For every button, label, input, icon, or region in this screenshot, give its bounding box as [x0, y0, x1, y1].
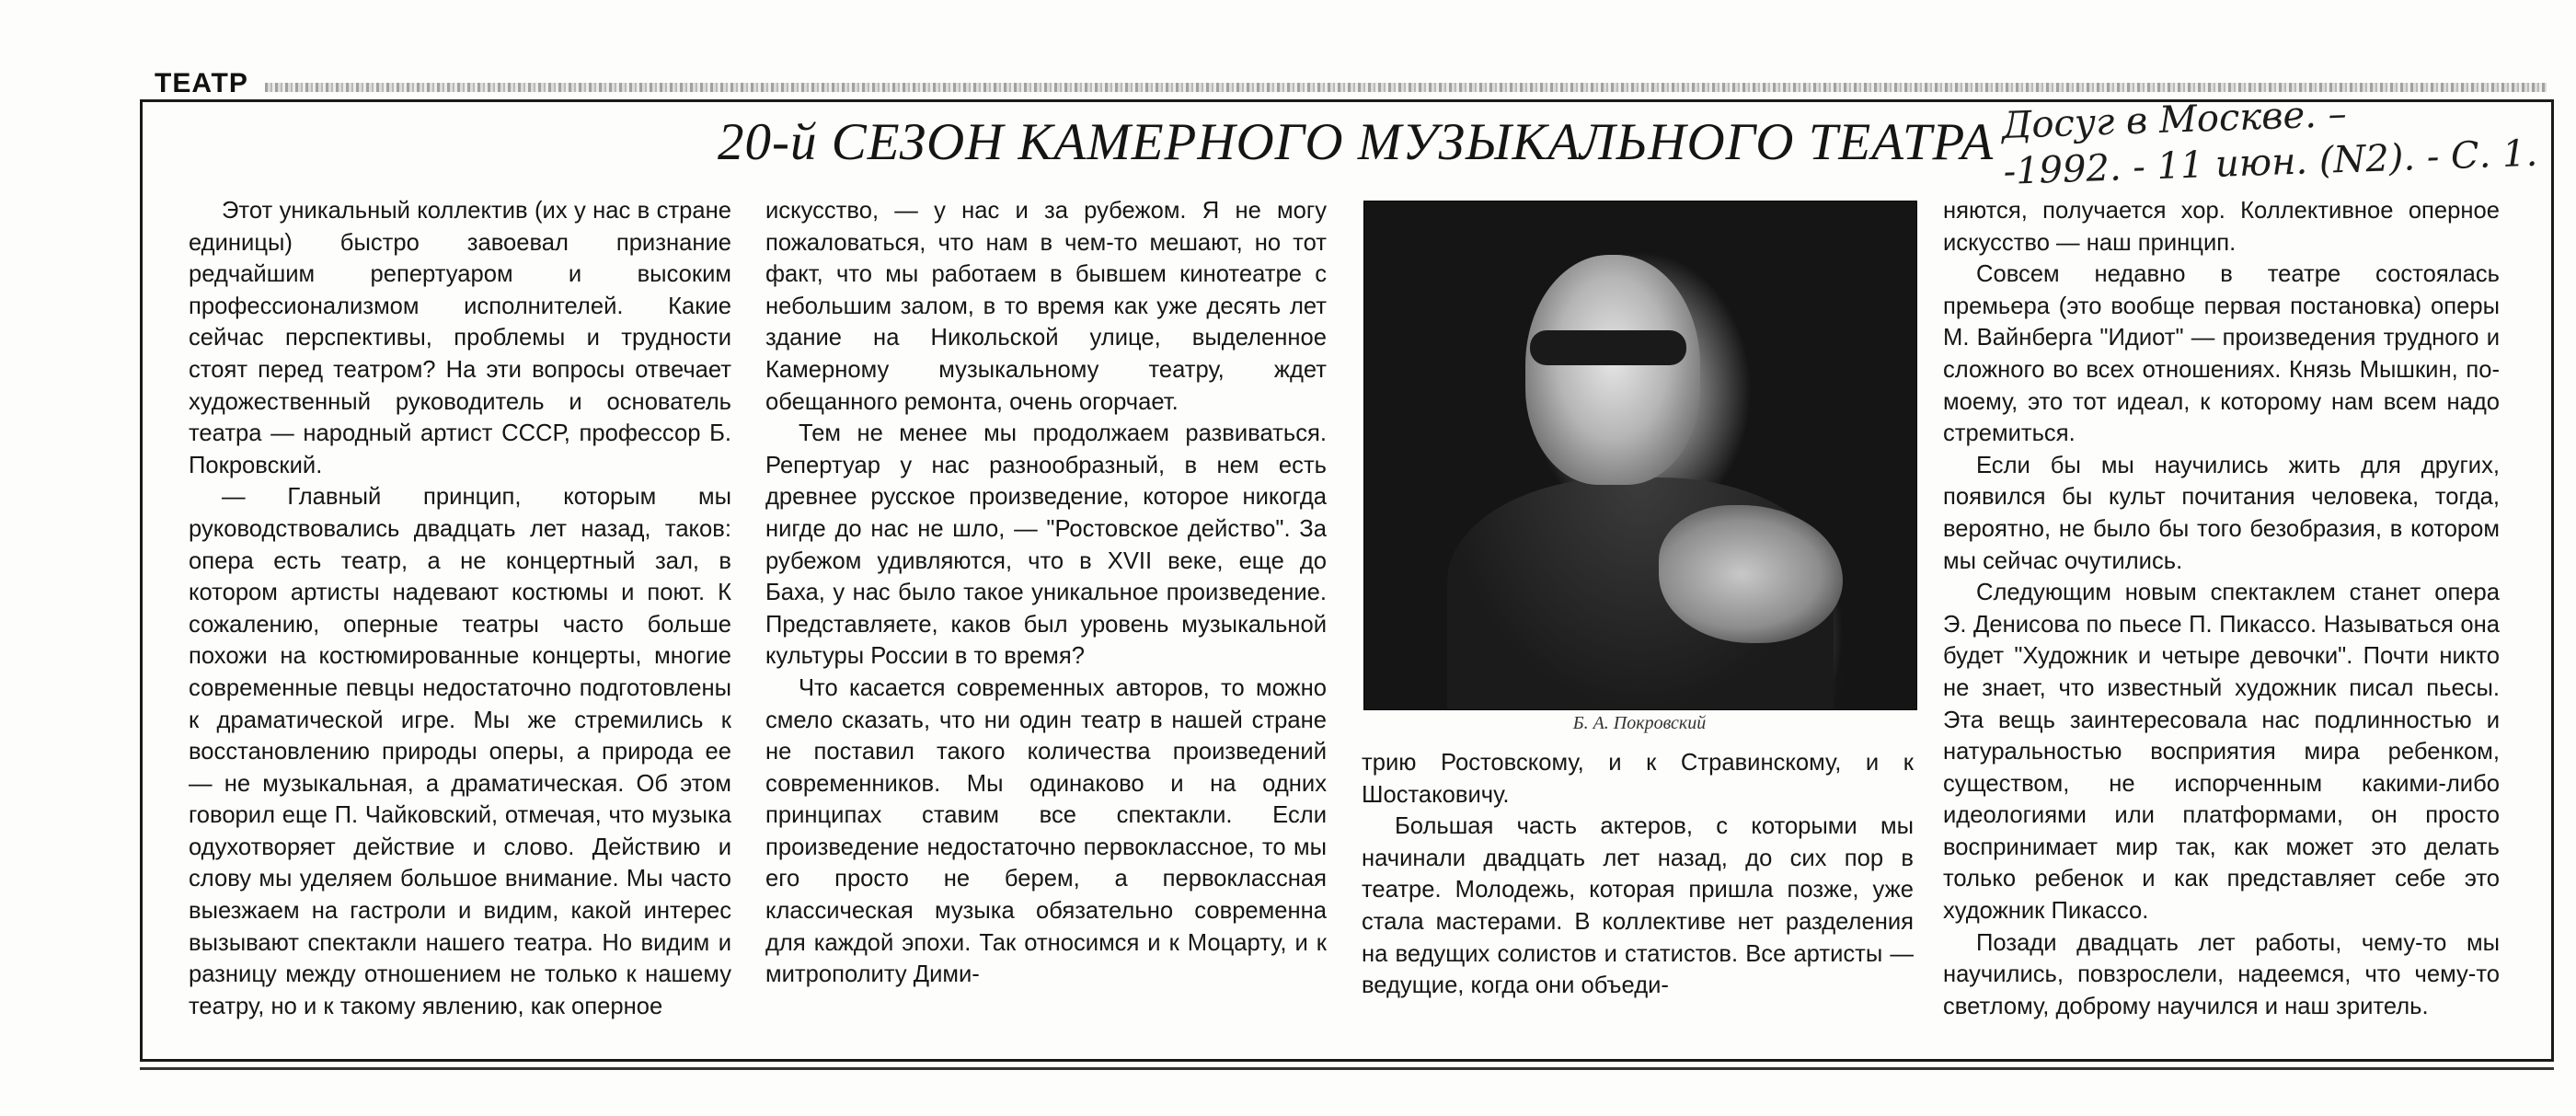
- portrait-photo: [1363, 201, 1917, 710]
- photo-figure-hand: [1659, 505, 1843, 643]
- photo-figure-face: [1525, 255, 1700, 485]
- paragraph: трию Ростовскому, и к Стравинскому, и к Шостаковичу.: [1362, 750, 1914, 808]
- article-column-4: [1943, 195, 2500, 1022]
- paragraph: Совсем недавно в театре состоялась премьера (это вообще первая постановка) оперы М. Вайнберга "Идиот" — произведения трудного и сложного во всех отношениях. Князь Мышкин, по-моему, это тот идеал, к которому нам всем надо стремиться.: [1943, 261, 2500, 447]
- paragraph: Если бы мы научились жить для других, появился бы культ почитания человека, тогда, вероятно, не было бы того безобразия, в котором мы сейчас очутились.: [1943, 452, 2500, 574]
- photo-caption: Б. А. Покровский: [1572, 713, 1707, 733]
- paragraph: Следующим новым спектаклем станет опера Э. Денисова по пьесе П. Пикассо. Называться она будет "Художник и четыре девочки". Почти никто не знает, что известный художник писал пьесы. Эта вещь заинтересовала нас подлинностью и натуральностью восприятия мира ребенком, существом, не испорченным какими-либо идеологиями или платформами, он просто воспринимает мир так, как может это делать только ребенок и как представляет себе это художник Пикассо.: [1943, 580, 2500, 925]
- handwritten-note-line-1: Досуг в Москве. –: [2001, 92, 2348, 147]
- paragraph: Что касается современных авторов, то можно смело сказать, что ни один театр в нашей стране не поставил такого количества произведений современников. Мы одинаково и на одних принципах ставим все спектакли. Если произведение недостаточно первоклассное, то мы его просто не берем, а первоклассная классическая музыка обязательно современна для каждой эпохи. Так относимся и к Моцарту, и к митрополиту Дими-: [765, 674, 1327, 988]
- paragraph: няются, получается хор. Коллективное оперное искусство — наш принцип.: [1943, 198, 2500, 256]
- article-column-1: [189, 195, 731, 1022]
- paragraph: Большая часть актеров, с которыми мы начинали двадцать лет назад, до сих пор в театре. Молодежь, которая пришла позже, уже стала мастерами. В коллективе нет разделения на ведущих солистов и статистов. Все артисты — ведущие, когда они объеди-: [1362, 813, 1914, 999]
- article-column-2: [765, 195, 1327, 991]
- photo-figure-glasses: [1530, 330, 1686, 365]
- handwritten-note-line-2: -1992. - 11 июн. (N2). - С. 1.: [2002, 132, 2538, 193]
- handwritten-source-note: [2001, 85, 2537, 195]
- paragraph: Тем не менее мы продолжаем развиваться. Репертуар у нас разнообразный, в нем есть древнее русское произведение, которое никогда нигде до нас не шло, — "Ростовское действо". За рубежом удивляются, что в XVII веке, еще до Баха, у нас было такое уникальное произведение. Представляете, каков был уровень музыкальной культуры России в то время?: [765, 420, 1327, 670]
- paragraph: Позади двадцать лет работы, чему-то мы научились, повзрослели, надеемся, что чему-то светлому, доброму научился и наш зритель.: [1943, 929, 2500, 1019]
- rubric-divider: [265, 83, 2547, 92]
- article-headline: 20-й СЕЗОН КАМЕРНОГО МУЗЫКАЛЬНОГО ТЕАТРА: [718, 113, 1995, 171]
- bottom-divider: [140, 1067, 2554, 1070]
- paragraph: — Главный принцип, которым мы руководствовались двадцать лет назад, таков: опера есть театр, а не концертный зал, в котором артисты надевают костюмы и поют. К сожалению, оперные театры часто больше похожи на костюмированные концерты, многие современные певцы недостаточно подготовлены к драматической игре. Мы же стремились к восстановлению природы оперы, а природа ее — не музыкальная, а драматическая. Об этом говорил еще П. Чайковский, отмечая, что музыка одухотворяет действие и слово. Действию и слову мы уделяем большое внимание. Мы часто выезжаем на гастроли и видим, какой интерес вызывают спектакли нашего театра. Но видим и разницу между отношением не только к нашему театру, но и к такому явлению, как оперное: [189, 484, 731, 1019]
- section-rubric: ТЕАТР: [155, 68, 248, 98]
- paragraph: Этот уникальный коллектив (их у нас в стране единицы) быстро завоевал признание редчайшим репертуаром и высоким профессионализмом исполнителей. Какие сейчас перспективы, проблемы и трудности стоят перед театром? На эти вопросы отвечает художественный руководитель и основатель театра — народный артист СССР, профессор Б. Покровский.: [189, 198, 731, 478]
- article-column-3: [1362, 747, 1914, 1002]
- paragraph: искусство, — у нас и за рубежом. Я не могу пожаловаться, что нам в чем-то мешают, но тот факт, что мы работаем в бывшем кинотеатре с небольшим залом, в то время как уже десять лет здание на Никольской улице, выделенное Камерному музыкальному театру, ждет обещанного ремонта, очень огорчает.: [765, 198, 1327, 415]
